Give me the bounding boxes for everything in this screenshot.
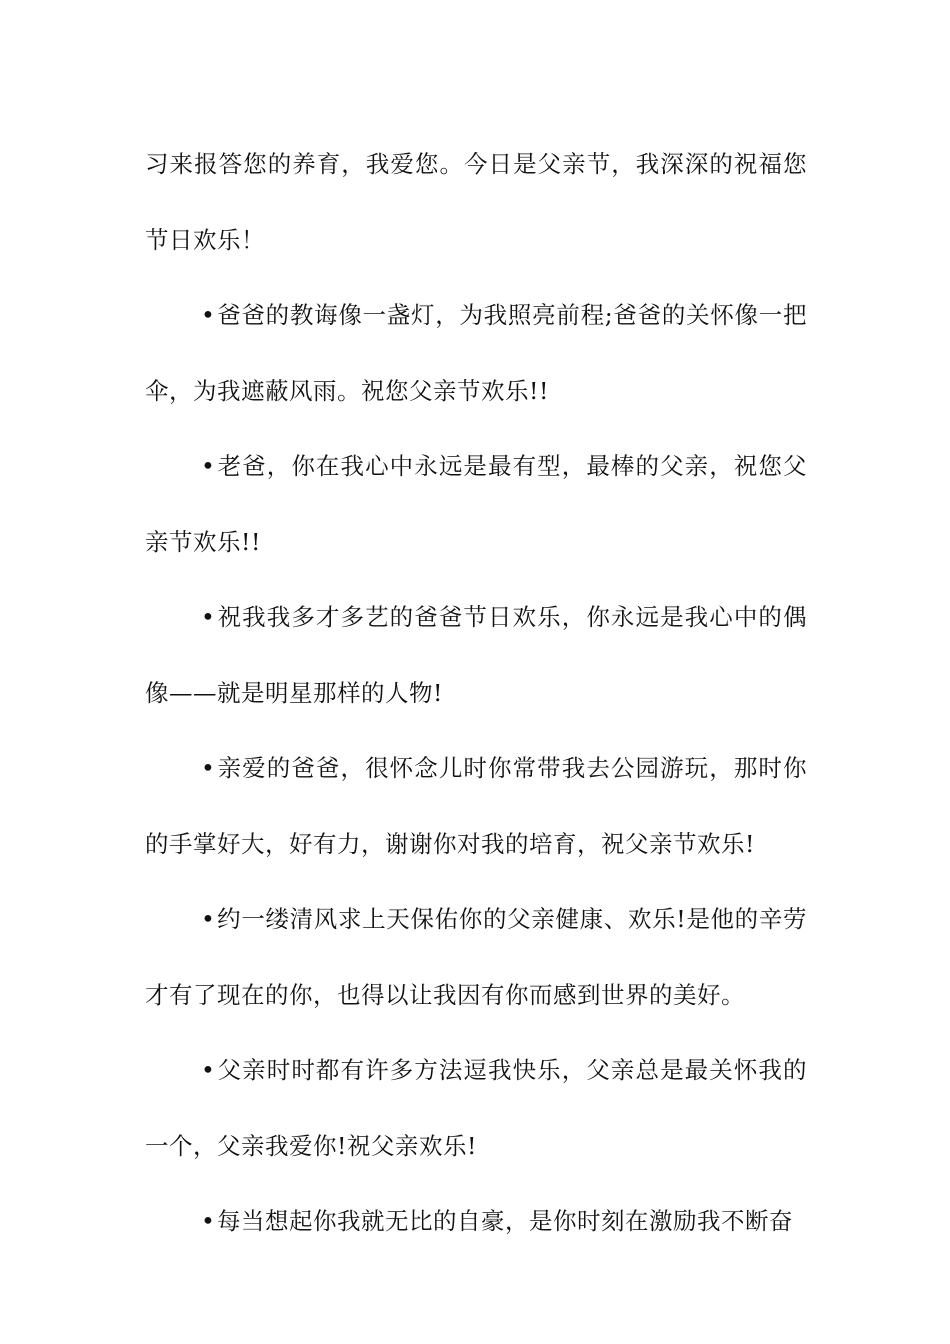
paragraph-text: 爸爸的教诲像一盏灯，为我照亮前程;爸爸的关怀像一把伞，为我遮蔽风雨。祝您父亲节欢乐!! bbox=[145, 301, 807, 405]
paragraph bbox=[145, 127, 807, 278]
bullet-dot-icon: • bbox=[201, 452, 216, 480]
bullet-paragraph bbox=[145, 882, 807, 1033]
paragraph-text: 每当想起你我就无比的自豪，是你时刻在激励我不断奋 bbox=[217, 1207, 793, 1235]
paragraph-text: 亲爱的爸爸，很怀念儿时你常带我去公园游玩，那时你的手掌好大，好有力，谢谢你对我的培育，祝父亲节欢乐! bbox=[145, 754, 807, 858]
bullet-dot-icon: • bbox=[201, 905, 216, 933]
bullet-paragraph bbox=[145, 278, 807, 429]
bullet-paragraph bbox=[145, 1033, 807, 1184]
bullet-paragraph bbox=[145, 1184, 807, 1260]
bullet-paragraph bbox=[145, 429, 807, 580]
bullet-dot-icon: • bbox=[201, 603, 216, 631]
bullet-dot-icon: • bbox=[201, 1207, 216, 1235]
document-body bbox=[145, 127, 807, 1260]
bullet-paragraph bbox=[145, 580, 807, 731]
paragraph-text: 祝我我多才多艺的爸爸节日欢乐，你永远是我心中的偶像——就是明星那样的人物! bbox=[145, 603, 807, 707]
bullet-dot-icon: • bbox=[201, 301, 216, 329]
paragraph-text: 习来报答您的养育，我爱您。今日是父亲节，我深深的祝福您节日欢乐！ bbox=[145, 150, 807, 254]
bullet-paragraph bbox=[145, 731, 807, 882]
bullet-dot-icon: • bbox=[201, 754, 216, 782]
paragraph-text: 约一缕清风求上天保佑你的父亲健康、欢乐!是他的辛劳才有了现在的你，也得以让我因有你而感到世界的美好。 bbox=[145, 905, 807, 1009]
paragraph-text: 父亲时时都有许多方法逗我快乐，父亲总是最关怀我的一个，父亲我爱你!祝父亲欢乐! bbox=[145, 1056, 807, 1160]
paragraph-text: 老爸，你在我心中永远是最有型，最棒的父亲，祝您父亲节欢乐!! bbox=[145, 452, 807, 556]
bullet-dot-icon: • bbox=[201, 1056, 216, 1084]
